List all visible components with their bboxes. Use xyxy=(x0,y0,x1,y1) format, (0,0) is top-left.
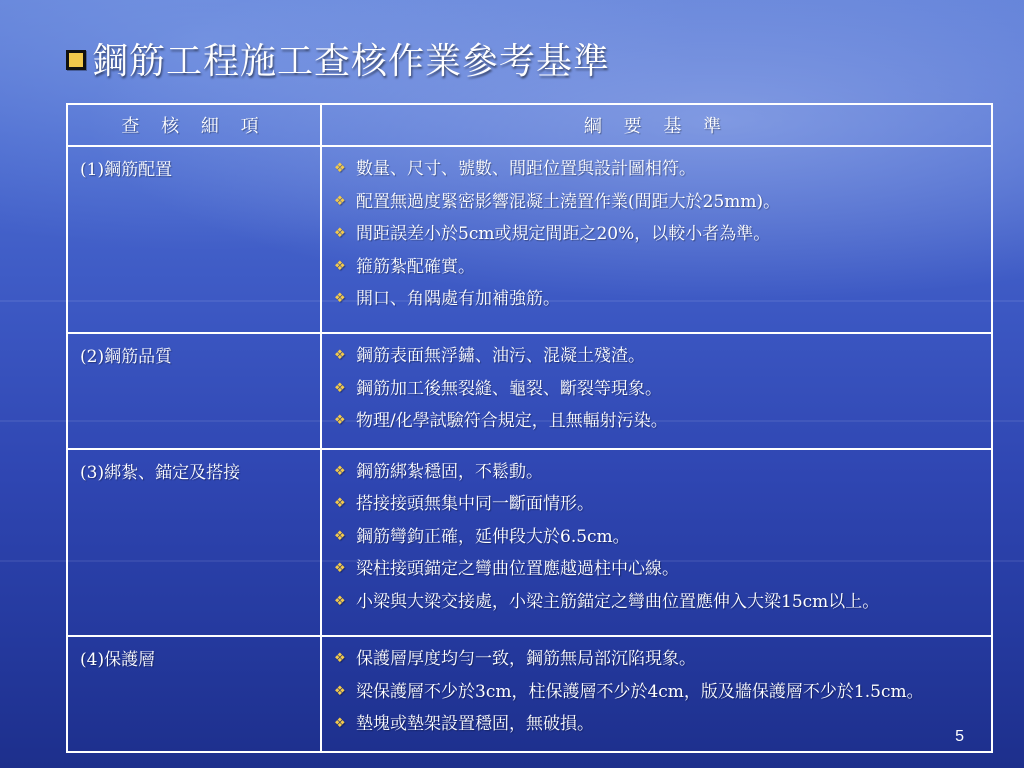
inspection-item-label: (4)保護層 xyxy=(80,650,156,671)
criteria-list xyxy=(330,643,983,741)
criteria-text: 物理/化學試驗符合規定，且無輻射污染。 xyxy=(356,411,668,432)
list-item xyxy=(330,251,983,284)
slide-title xyxy=(66,36,610,80)
diamond-bullet-icon: ❖ xyxy=(334,528,346,544)
criteria-cell xyxy=(321,146,992,333)
criteria-text: 數量、尺寸、號數、間距位置與設計圖相符。 xyxy=(356,159,696,179)
table-row xyxy=(67,636,992,752)
inspection-item-cell xyxy=(67,636,321,752)
diamond-bullet-icon: ❖ xyxy=(334,193,346,209)
criteria-text: 保護層厚度均勻一致，鋼筋無局部沉陷現象。 xyxy=(356,649,696,670)
criteria-text: 墊塊或墊架設置穩固，無破損。 xyxy=(356,714,594,735)
diamond-bullet-icon: ❖ xyxy=(334,161,346,176)
diamond-bullet-icon: ❖ xyxy=(334,683,346,699)
criteria-text: 梁保護層不少於3cm，柱保護層不少於4cm，版及牆保護層不少於1.5cm。 xyxy=(356,681,924,702)
criteria-list xyxy=(330,456,983,619)
criteria-text: 小梁與大梁交接處，小梁主筋錨定之彎曲位置應伸入大梁15cm以上。 xyxy=(356,591,880,612)
list-item xyxy=(330,283,983,316)
diamond-bullet-icon: ❖ xyxy=(334,258,346,274)
criteria-table xyxy=(66,103,993,753)
inspection-item-label: (2)鋼筋品質 xyxy=(80,347,173,368)
criteria-text: 間距誤差小於5cm或規定間距之20%，以較小者為準。 xyxy=(356,224,771,244)
list-item xyxy=(330,186,983,219)
criteria-text: 鋼筋表面無浮鏽、油污、混凝土殘渣。 xyxy=(356,346,645,367)
list-item xyxy=(330,521,983,554)
list-item xyxy=(330,676,983,709)
criteria-list xyxy=(330,340,983,438)
diamond-bullet-icon: ❖ xyxy=(334,291,346,306)
criteria-text: 箍筋紮配確實。 xyxy=(356,256,475,277)
inspection-item-label: (3)綁紮、錨定及搭接 xyxy=(80,462,241,483)
slide-title-text: 鋼筋工程施工查核作業參考基準 xyxy=(92,40,611,82)
diamond-bullet-icon: ❖ xyxy=(334,561,346,577)
header-inspection-item: 查 核 細 項 xyxy=(67,104,321,146)
diamond-bullet-icon: ❖ xyxy=(334,496,346,512)
table-row xyxy=(67,333,992,449)
diamond-bullet-icon: ❖ xyxy=(334,380,346,396)
diamond-bullet-icon: ❖ xyxy=(334,348,346,364)
list-item xyxy=(330,643,983,676)
list-item xyxy=(330,340,983,373)
criteria-text: 開口、角隅處有加補強筋。 xyxy=(356,289,560,309)
diamond-bullet-icon: ❖ xyxy=(334,593,346,609)
table-row xyxy=(67,449,992,636)
criteria-text: 梁柱接頭錨定之彎曲位置應越過柱中心線。 xyxy=(356,559,679,580)
list-item xyxy=(330,153,983,186)
diamond-bullet-icon: ❖ xyxy=(334,716,346,732)
table-header-row xyxy=(67,104,992,146)
criteria-list xyxy=(330,153,983,316)
table-row xyxy=(67,146,992,333)
criteria-text: 鋼筋彎鉤正確，延伸段大於6.5cm。 xyxy=(356,526,630,547)
list-item xyxy=(330,456,983,489)
list-item xyxy=(330,488,983,521)
list-item xyxy=(330,218,983,251)
list-item xyxy=(330,373,983,406)
criteria-text: 鋼筋加工後無裂縫、龜裂、斷裂等現象。 xyxy=(356,378,662,399)
diamond-bullet-icon: ❖ xyxy=(334,413,346,429)
inspection-item-cell xyxy=(67,333,321,449)
list-item xyxy=(330,586,983,619)
criteria-cell xyxy=(321,333,992,449)
inspection-item-cell xyxy=(67,449,321,636)
inspection-item-label: (1)鋼筋配置 xyxy=(80,160,173,180)
criteria-text: 搭接接頭無集中同一斷面情形。 xyxy=(356,494,594,515)
header-criteria: 綱 要 基 準 xyxy=(321,104,992,146)
diamond-bullet-icon: ❖ xyxy=(334,651,346,667)
list-item xyxy=(330,553,983,586)
page-number: 5 xyxy=(955,728,964,745)
criteria-cell xyxy=(321,636,992,752)
criteria-text: 鋼筋綁紮穩固，不鬆動。 xyxy=(356,461,543,482)
diamond-bullet-icon: ❖ xyxy=(334,463,346,479)
list-item xyxy=(330,405,983,438)
inspection-item-cell xyxy=(67,146,321,333)
square-bullet-icon xyxy=(66,50,86,70)
criteria-text: 配置無過度緊密影響混凝土澆置作業(間距大於25mm)。 xyxy=(356,191,781,212)
list-item xyxy=(330,708,983,741)
criteria-cell xyxy=(321,449,992,636)
diamond-bullet-icon: ❖ xyxy=(334,226,346,241)
